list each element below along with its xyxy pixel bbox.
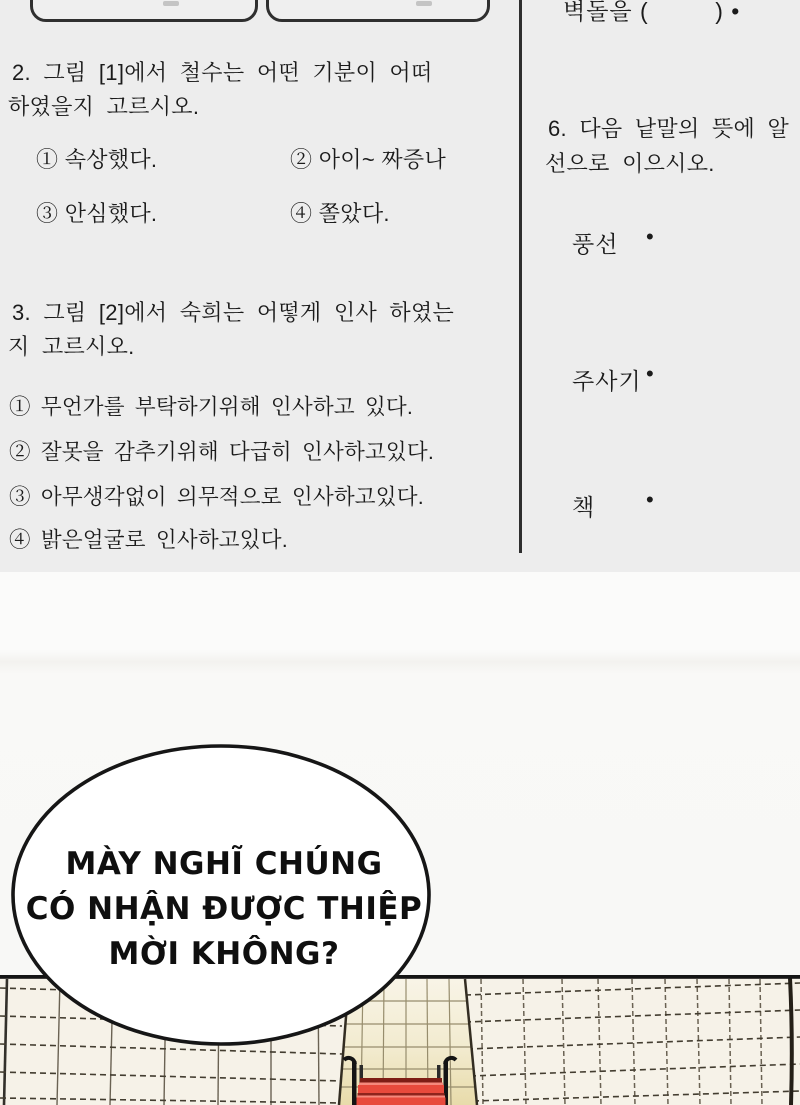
match-dot-icon: • — [646, 224, 655, 249]
q5-partial-text: 벽돌을 ( ) • — [563, 0, 741, 24]
match-dot-icon: • — [646, 361, 655, 386]
bubble-text-line-3: MỜI KHÔNG? — [108, 936, 340, 972]
cutoff-text-mark — [416, 1, 432, 6]
q2-option-3: ③ 안심했다. — [36, 201, 158, 226]
q3-option-4: ④ 밝은얼굴로 인사하고있다. — [9, 528, 288, 552]
question-3-line-2: 지 고르시오. — [8, 334, 135, 359]
q3-option-1: ① 무언가를 부탁하기위해 인사하고 있다. — [9, 395, 414, 419]
match-item-balloon — [572, 226, 667, 256]
answer-box-right — [266, 0, 490, 22]
question-3-line-1: 3. 그림 [2]에서 숙희는 어떻게 인사 하였는 — [12, 300, 455, 325]
match-label: 풍선 — [572, 231, 619, 257]
bubble-text-line-2: CÓ NHẬN ĐƯỢC THIỆP — [25, 891, 423, 927]
match-label: 주사기 — [572, 368, 642, 394]
question-2-line-1: 2. 그림 [1]에서 철수는 어떤 기분이 어떠 — [12, 60, 433, 85]
question-2-line-2: 하였을지 고르시오. — [8, 94, 200, 119]
q2-option-4: ④ 쫄았다. — [290, 201, 390, 226]
q3-option-3: ③ 아무생각없이 의무적으로 인사하고있다. — [9, 485, 424, 509]
match-item-book — [572, 489, 667, 519]
match-label: 책 — [572, 494, 596, 520]
match-dot-icon: • — [646, 487, 655, 512]
column-divider — [519, 0, 522, 553]
cutoff-text-mark — [163, 1, 179, 6]
question-6-line-1: 6. 다음 낱말의 뜻에 알 — [548, 116, 790, 141]
right-wall-corner — [790, 978, 792, 1105]
q2-option-1: ① 속상했다. — [36, 147, 158, 172]
bubble-text-line-1: MÀY NGHĨ CHÚNG — [65, 846, 383, 882]
q2-option-2: ② 아이~ 짜증나 — [290, 147, 447, 172]
q3-option-2: ② 잘못을 감추기위해 다급히 인사하고있다. — [9, 440, 435, 464]
answer-box-left — [30, 0, 258, 22]
match-item-syringe — [572, 363, 667, 393]
red-stairs — [357, 1078, 446, 1105]
question-6-line-2: 선으로 이으시오. — [545, 151, 715, 176]
